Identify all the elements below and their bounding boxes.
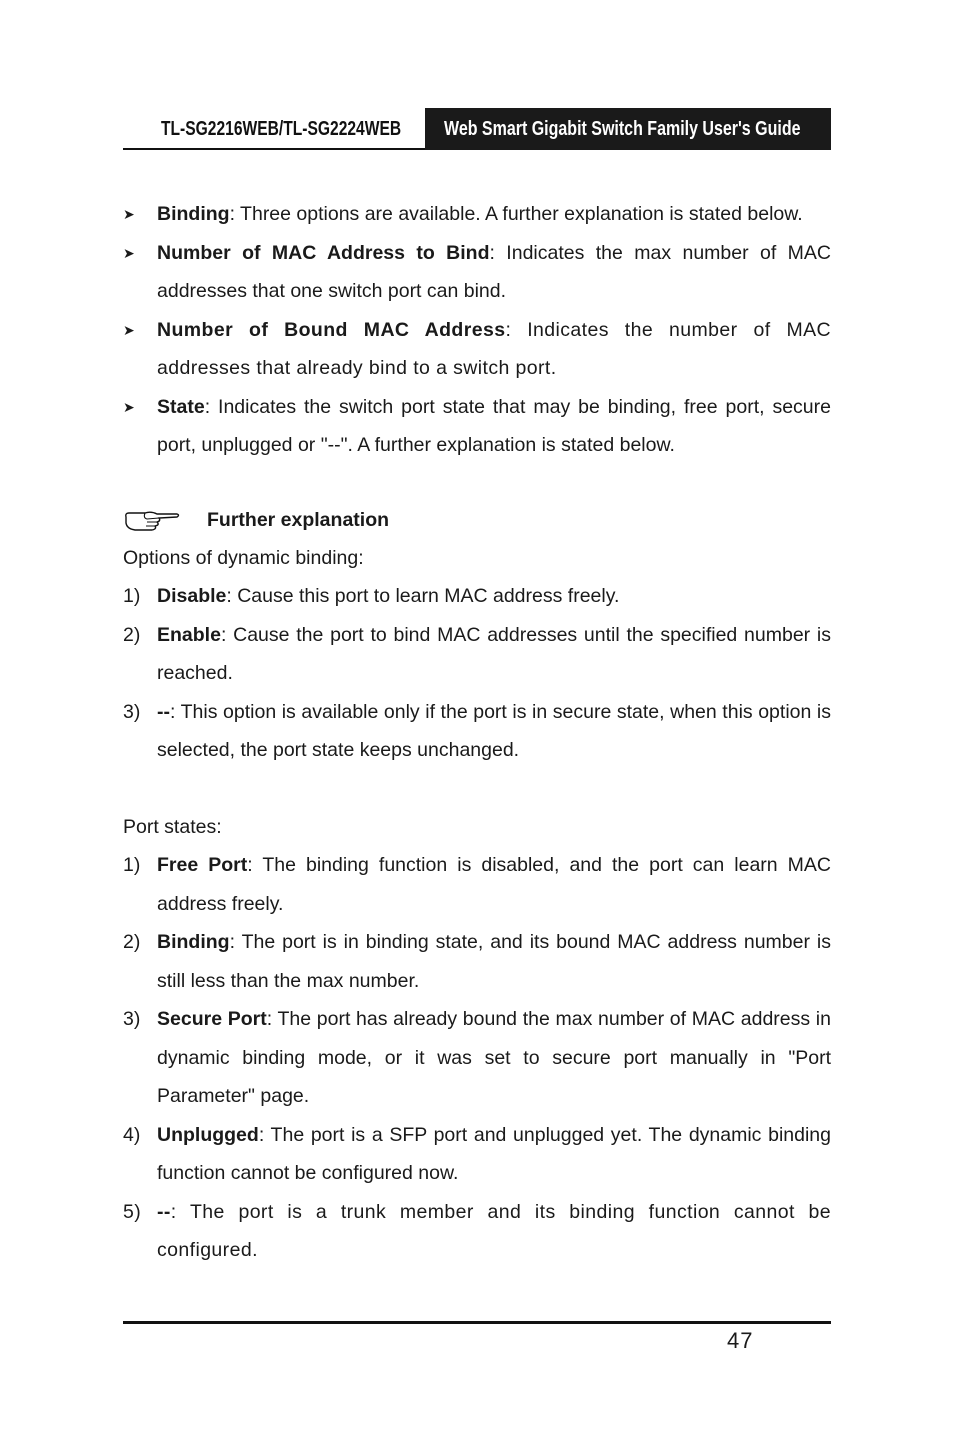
list-item [123,693,831,770]
bullet-term: Number of Bound MAC Address [157,318,506,341]
list-number: 2) [123,623,141,646]
list-number: 1) [123,854,141,876]
list-text: : The port is a SFP port and unplugged yet. The dynamic binding function cannot be configured now. [157,1123,831,1184]
header-model-text: TL-SG2216WEB/TL-SG2224WEB [161,118,402,140]
page-number: 47 [727,1328,754,1353]
arrow-bullet-icon: ➤ [123,398,135,415]
page-content [123,195,831,1270]
list-item [123,1193,831,1270]
note-heading [123,501,831,539]
list-text: : The port is a trunk member and its binding function cannot be configured. [157,1200,831,1261]
header-guide [425,108,831,150]
list-item [123,616,831,693]
bullet-term: Number of MAC Address to Bind [157,241,490,264]
header-model [123,108,425,150]
list-number: 3) [123,700,141,723]
bullet-term: Binding [157,203,230,225]
list-number: 1) [123,585,141,607]
list-term: Unplugged [157,1123,259,1146]
list-number: 5) [123,1200,142,1223]
arrow-bullet-icon: ➤ [123,206,135,222]
list-text: : Cause this port to learn MAC address freely. [226,585,620,607]
list-term: Free Port [157,854,248,876]
list-term: -- [157,1200,171,1223]
list-text: : The port has already bound the max number of MAC address in dynamic binding mode, or it was set to secure port manually in "Port Parameter" page. [157,1008,831,1107]
list-number: 4) [123,1123,141,1146]
footer-divider [123,1321,831,1324]
list-text: : The binding function is disabled, and the port can learn MAC address freely. [157,854,832,915]
bullet-term: State [157,395,205,418]
list-text: : The port is in binding state, and its bound MAC address number is still less than the max number. [157,931,831,992]
bullet-text: : Indicates the max number of MAC addresses that one switch port can bind. [157,241,831,302]
list-term: Secure Port [157,1008,267,1030]
bullet-text: : Indicates the switch port state that may be binding, free port, secure port, unplugged or "--". A further explanation is stated below. [157,395,831,456]
header-guide-text: Web Smart Gigabit Switch Family User's Guide [444,118,801,140]
list-number: 3) [123,1008,141,1030]
bullet-item [123,311,831,388]
bullet-text: : Indicates the number of MAC addresses that already bind to a switch port. [157,318,831,379]
spacer [123,770,831,808]
port-states-intro: Port states: [123,815,222,838]
list-item [123,923,831,1000]
bullet-item [123,234,831,311]
list-item [123,577,831,616]
list-term: Binding [157,931,230,953]
arrow-bullet-icon: ➤ [123,244,135,261]
bullet-text: : Three options are available. A further explanation is stated below. [229,203,803,225]
list-term: Enable [157,623,221,646]
list-number: 2) [123,931,141,953]
list-text: : Cause the port to bind MAC addresses until the specified number is reached. [157,623,831,684]
pointing-hand-icon [123,509,181,535]
bullet-item [123,195,831,234]
list-item [123,1116,831,1193]
page-header [123,108,831,150]
bullet-item [123,388,831,465]
list-item [123,846,831,923]
dynamic-binding-intro: Options of dynamic binding: [123,546,364,569]
list-term: -- [157,700,170,723]
note-title: Further explanation [207,508,390,531]
list-term: Disable [157,585,227,607]
list-text: : This option is available only if the port is in secure state, when this option is selected, the port state keeps unchanged. [157,700,831,761]
arrow-bullet-icon: ➤ [123,321,136,338]
list-item [123,1000,831,1116]
